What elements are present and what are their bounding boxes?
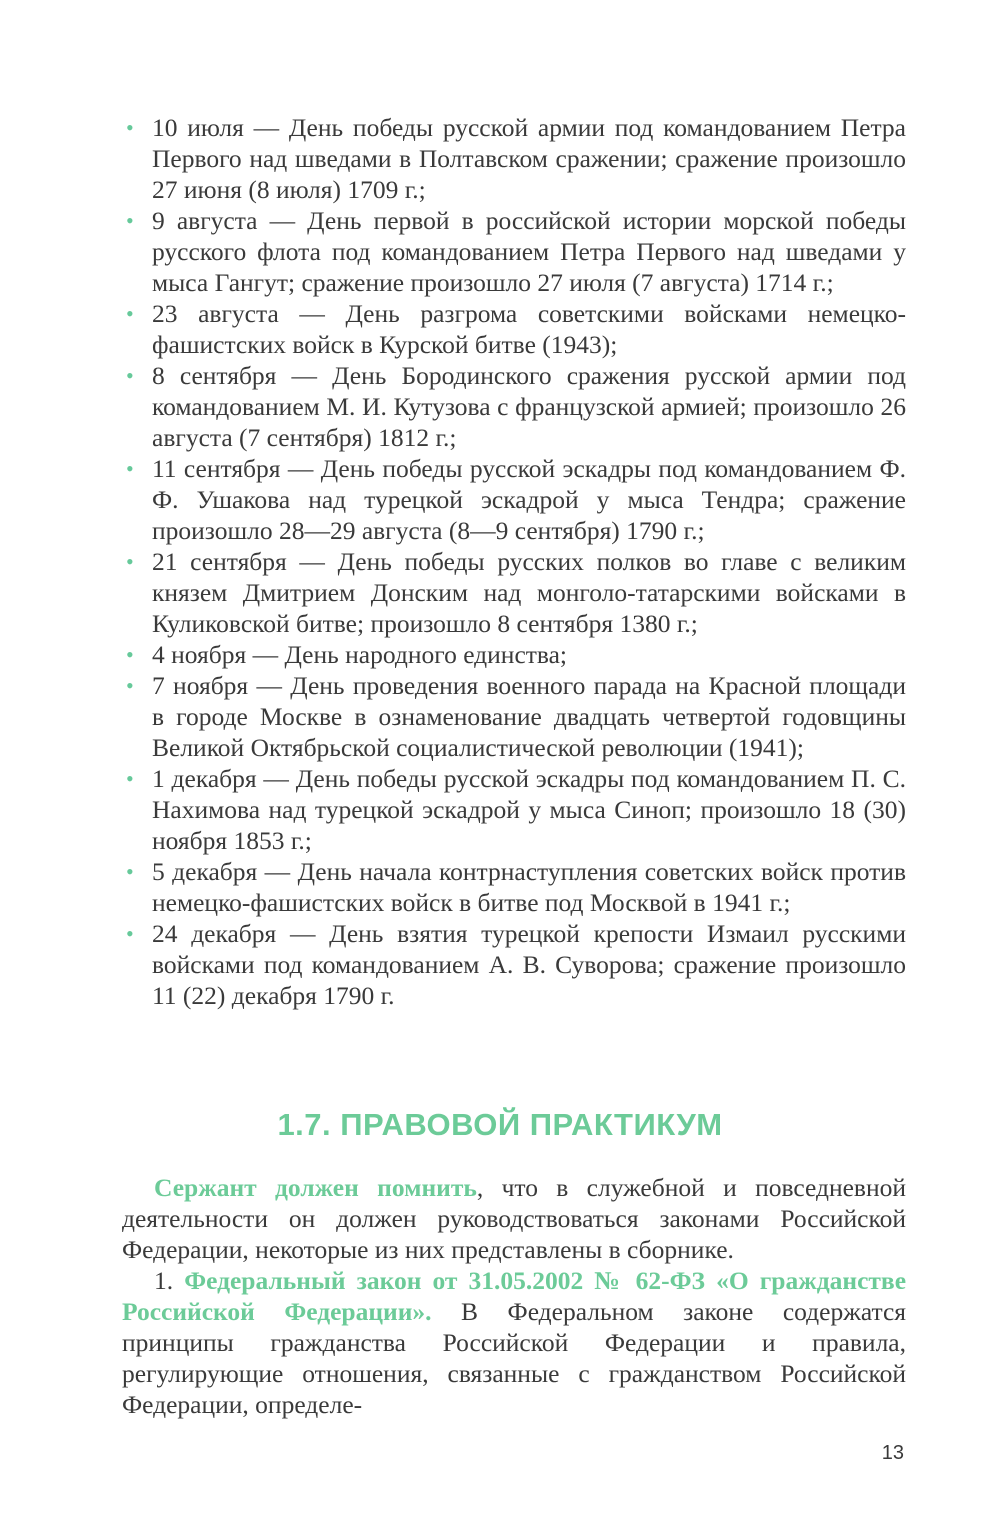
page-number: 13 [881,1442,904,1464]
bullet-icon: • [126,363,134,388]
list-item [122,918,906,1011]
bullet-icon: • [126,921,134,946]
intro-highlight: Сержант должен помнить [154,1173,477,1202]
intro-text: , что в служебной и повседневной деятельности он должен руководствоваться законами Российской Федерации, некоторые из них представлены в сборнике. [122,1173,906,1264]
list-item [122,453,906,546]
list-item [122,205,906,298]
list-item-text: 4 ноября — День народного единства; [152,640,568,669]
list-item-text: 24 декабря — День взятия турецкой крепости Измаил русскими войсками под командованием А. В. Суворова; сражение произошло 11 (22) декабря 1790 г. [152,919,906,1010]
bullet-icon: • [126,673,134,698]
list-item [122,856,906,918]
bullet-icon: • [126,208,134,233]
list-item [122,639,906,670]
list-item [122,360,906,453]
bullet-icon: • [126,549,134,574]
list-item-text: 8 сентября — День Бородинского сражения русской армии под командованием М. И. Кутузова с французской армией; произошло 26 августа (7 сентября) 1812 г.; [152,361,906,452]
bullet-icon: • [126,301,134,326]
list-item-text: 21 сентября — День победы русских полков во главе с великим князем Дмитрием Донским над монголо-татарскими войсками в Куликовской битве; произошло 8 сентября 1380 г.; [152,547,906,638]
law-paragraph [122,1265,906,1420]
law-title: Федеральный закон от 31.05.2002 № 62-ФЗ «О гражданстве Российской Федерации». [122,1266,907,1326]
list-item [122,763,906,856]
law-number: 1. [154,1266,185,1295]
bullet-icon: • [126,456,134,481]
bullet-icon: • [126,115,134,140]
section-heading: 1.7. ПРАВОВОЙ ПРАКТИКУМ [277,1107,723,1142]
intro-paragraph [122,1172,906,1265]
list-item [122,546,906,639]
list-item-text: 9 августа — День первой в российской истории морской победы русского флота под командованием Петра Первого над шведами у мыса Гангут; сражение произошло 27 июля (7 августа) 1714 г.; [152,206,906,297]
list-item-text: 11 сентября — День победы русской эскадры под командованием Ф. Ф. Ушакова над турецкой эскадрой у мыса Тендра; сражение произошло 28—29 августа (8—9 сентября) 1790 г.; [152,454,906,545]
list-item-text: 7 ноября — День проведения военного парада на Красной площади в городе Москве в ознаменование двадцать четвертой годовщины Великой Октябрьской социалистической революции (1941); [152,671,906,762]
list-item-text: 5 декабря — День начала контрнаступления советских войск против немецко-фашистских войск в битве под Москвой в 1941 г.; [152,857,906,917]
list-item [122,112,906,205]
law-text: В Федеральном законе содержатся принципы гражданства Российской Федерации и правила, регулирующие отношения, связанные с гражданством Российской Федерации, определе- [122,1297,906,1419]
list-item-text: 23 августа — День разгрома советскими войсками немецко-фашистских войск в Курской битве (1943); [152,299,906,359]
list-item-text: 10 июля — День победы русской армии под командованием Петра Первого над шведами в Полтавском сражении; сражение произошло 27 июня (8 июля) 1709 г.; [152,113,906,204]
list-item [122,298,906,360]
memorable-dates-list [122,112,906,1011]
bullet-icon: • [126,766,134,791]
bullet-icon: • [126,642,134,667]
list-item [122,670,906,763]
list-item-text: 1 декабря — День победы русской эскадры под командованием П. С. Нахимова над турецкой эскадрой у мыса Синоп; произошло 18 (30) ноября 1853 г.; [152,764,906,855]
bullet-icon: • [126,859,134,884]
